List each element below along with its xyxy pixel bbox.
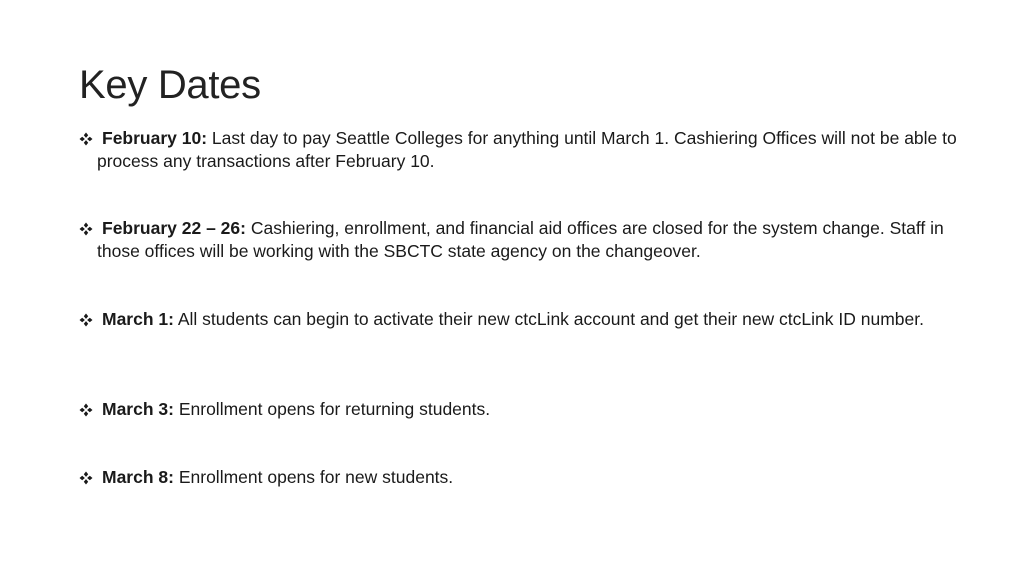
list-item bbox=[79, 217, 959, 263]
list-item bbox=[79, 127, 959, 173]
date-label: February 10: bbox=[102, 128, 208, 148]
diamond-bullet-icon bbox=[79, 132, 93, 146]
diamond-bullet-icon bbox=[79, 222, 93, 236]
date-description: Cashiering, enrollment, and financial aid offices are closed for the system change. Staff in those offices will be working with the SBCTC state agency on the changeover. bbox=[97, 218, 944, 261]
diamond-bullet-icon bbox=[79, 403, 93, 417]
date-label: March 8: bbox=[102, 467, 174, 487]
slide-title: Key Dates bbox=[79, 63, 261, 107]
date-label: March 3: bbox=[102, 399, 174, 419]
date-label: March 1: bbox=[102, 309, 174, 329]
list-item bbox=[79, 398, 959, 421]
date-description: Last day to pay Seattle Colleges for anything until March 1. Cashiering Offices will not be able to process any transactions after February 10. bbox=[97, 128, 957, 171]
date-label: February 22 – 26: bbox=[102, 218, 246, 238]
date-description: Enrollment opens for returning students. bbox=[178, 399, 491, 419]
list-item bbox=[79, 466, 959, 489]
diamond-bullet-icon bbox=[79, 313, 93, 327]
list-item bbox=[79, 308, 959, 331]
diamond-bullet-icon bbox=[79, 471, 93, 485]
date-description: Enrollment opens for new students. bbox=[178, 467, 454, 487]
date-description: All students can begin to activate their new ctcLink account and get their new ctcLink ID number. bbox=[177, 309, 924, 329]
